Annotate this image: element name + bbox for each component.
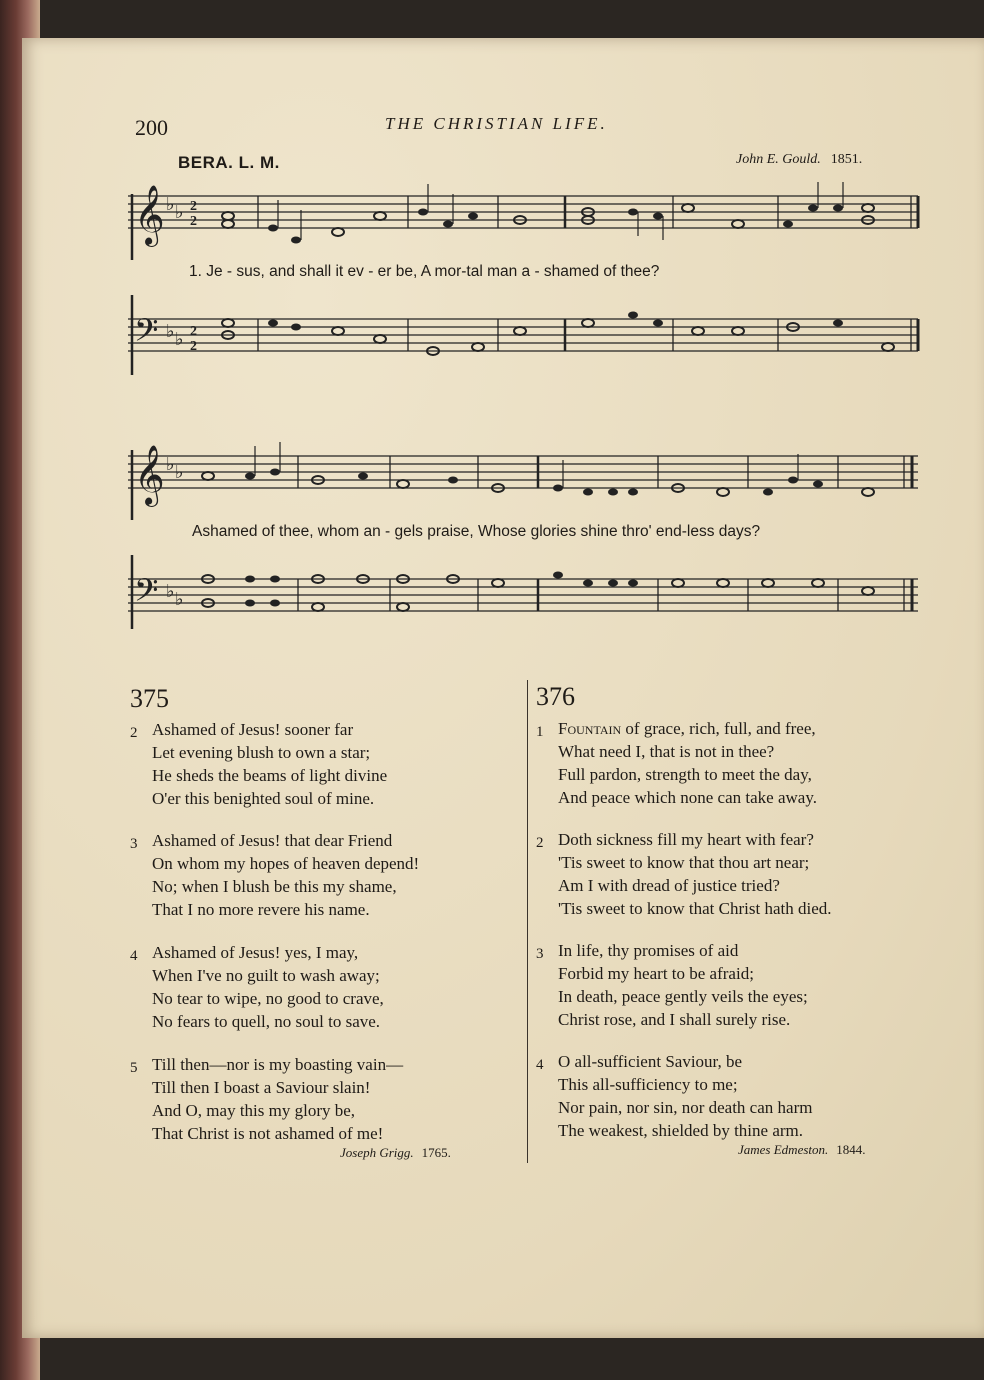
- stanza-line: No fears to quell, no soul to save.: [152, 1012, 381, 1031]
- hymn-375-stanza-5: [130, 1053, 404, 1145]
- stanza-line: Till then—nor is my boasting vain—: [152, 1055, 404, 1074]
- stanza-number: 2: [536, 835, 544, 851]
- hymn-376-stanza-3: [536, 939, 808, 1031]
- page-number: 200: [135, 115, 168, 140]
- stanza-line: [558, 717, 817, 740]
- stanza-line: Ashamed of Jesus! that dear Friend: [152, 831, 393, 850]
- author-name: Joseph Grigg.: [340, 1145, 414, 1160]
- stanza-line: No; when I blush be this my shame,: [152, 877, 397, 896]
- svg-text:𝄢: 𝄢: [134, 572, 159, 616]
- hymn-375-stanza-2: [130, 718, 388, 810]
- stanza-line: No tear to wipe, no good to crave,: [152, 989, 384, 1008]
- stanza-line: O all-sufficient Saviour, be: [558, 1052, 743, 1071]
- stanza-line: What need I, that is not in thee?: [558, 742, 775, 761]
- stanza-line: O'er this benighted soul of mine.: [152, 789, 375, 808]
- stanza-number: 3: [536, 946, 544, 962]
- stanza-line: Christ rose, and I shall surely rise.: [558, 1010, 791, 1029]
- stanza-number: 2: [130, 725, 138, 741]
- stanza-line: And O, may this my glory be,: [152, 1101, 356, 1120]
- stanza-line: In death, peace gently veils the eyes;: [558, 987, 808, 1006]
- first-line-rest: of grace, rich, full, and free,: [621, 719, 816, 738]
- running-head: THE CHRISTIAN LIFE.: [385, 114, 608, 133]
- stanza-line: Let evening blush to own a star;: [152, 743, 371, 762]
- stanza-line: The weakest, shielded by thine arm.: [558, 1121, 804, 1140]
- stanza-line: Till then I boast a Saviour slain!: [152, 1078, 371, 1097]
- stanza-line: That Christ is not ashamed of me!: [152, 1124, 384, 1143]
- stanza-line: Ashamed of Jesus! yes, I may,: [152, 943, 359, 962]
- svg-text:♭: ♭: [175, 462, 184, 482]
- svg-text:2: 2: [190, 199, 197, 214]
- hymn-375-number: 375: [130, 684, 169, 713]
- stanza-line: On whom my hopes of heaven depend!: [152, 854, 420, 873]
- svg-text:2: 2: [190, 214, 197, 229]
- author-year: 1765.: [421, 1145, 451, 1160]
- hymn-376-author: [738, 1142, 866, 1158]
- first-word: Fountain: [558, 719, 622, 738]
- svg-text:𝄞: 𝄞: [134, 185, 165, 245]
- svg-text:♭: ♭: [175, 329, 184, 349]
- hymn-376-number: 376: [536, 682, 575, 711]
- stanza-line: 'Tis sweet to know that thou art near;: [558, 853, 810, 872]
- tune-composer: [736, 152, 862, 168]
- stanza-line: This all-sufficiency to me;: [558, 1075, 738, 1094]
- music-system-2-treble: [128, 440, 924, 520]
- hymn-375-stanza-4: [130, 941, 384, 1033]
- composer-year: 1851.: [830, 152, 863, 167]
- stanza-line: 'Tis sweet to know that Christ hath died.: [558, 899, 832, 918]
- column-divider: [527, 680, 528, 1163]
- lyric-line-1: 1. Je - sus, and shall it ev - er be, A mor-tal man a - shamed of thee?: [189, 263, 660, 280]
- author-name: James Edmeston.: [738, 1142, 829, 1157]
- svg-text:2: 2: [190, 339, 197, 354]
- stanza-number: 3: [130, 836, 138, 852]
- stanza-line: Nor pain, nor sin, nor death can harm: [558, 1098, 813, 1117]
- hymn-376-stanza-2: [536, 828, 832, 920]
- hymn-376-stanza-4: [536, 1050, 813, 1142]
- svg-text:♭: ♭: [175, 589, 184, 609]
- stanza-line: When I've no guilt to wash away;: [152, 966, 380, 985]
- svg-text:♭: ♭: [166, 454, 175, 474]
- stanza-line: Am I with dread of justice tried?: [558, 876, 780, 895]
- music-system-1-treble: [128, 180, 924, 260]
- stanza-line: Full pardon, strength to meet the day,: [558, 765, 812, 784]
- svg-text:𝄢: 𝄢: [134, 312, 159, 356]
- svg-text:𝄞: 𝄞: [134, 445, 165, 505]
- stanza-number: 4: [130, 948, 138, 964]
- hymn-375-author: [340, 1145, 451, 1161]
- stanza-line: In life, thy promises of aid: [558, 941, 739, 960]
- stanza-line: And peace which none can take away.: [558, 788, 817, 807]
- stanza-number: 5: [130, 1060, 138, 1076]
- stanza-line: Ashamed of Jesus! sooner far: [152, 720, 354, 739]
- composer-name: John E. Gould.: [736, 152, 821, 167]
- hymn-375-stanza-3: [130, 829, 420, 921]
- hymn-376-stanza-1: [536, 717, 817, 809]
- stanza-line: That I no more revere his name.: [152, 900, 370, 919]
- music-system-2-bass: [128, 555, 924, 645]
- svg-text:2: 2: [190, 324, 197, 339]
- svg-text:♭: ♭: [175, 202, 184, 222]
- stanza-line: Doth sickness fill my heart with fear?: [558, 830, 814, 849]
- author-year: 1844.: [836, 1142, 866, 1157]
- svg-text:♭: ♭: [166, 581, 175, 601]
- svg-text:♭: ♭: [166, 194, 175, 214]
- svg-text:♭: ♭: [166, 321, 175, 341]
- lyric-line-2: Ashamed of thee, whom an - gels praise, Whose glories shine thro' end-less days?: [192, 523, 761, 540]
- tune-name: BERA. L. M.: [178, 153, 280, 172]
- stanza-number: 1: [536, 724, 544, 740]
- stanza-number: 4: [536, 1057, 544, 1073]
- stanza-line: Forbid my heart to be afraid;: [558, 964, 754, 983]
- music-system-1-bass: [128, 295, 924, 385]
- stanza-line: He sheds the beams of light divine: [152, 766, 388, 785]
